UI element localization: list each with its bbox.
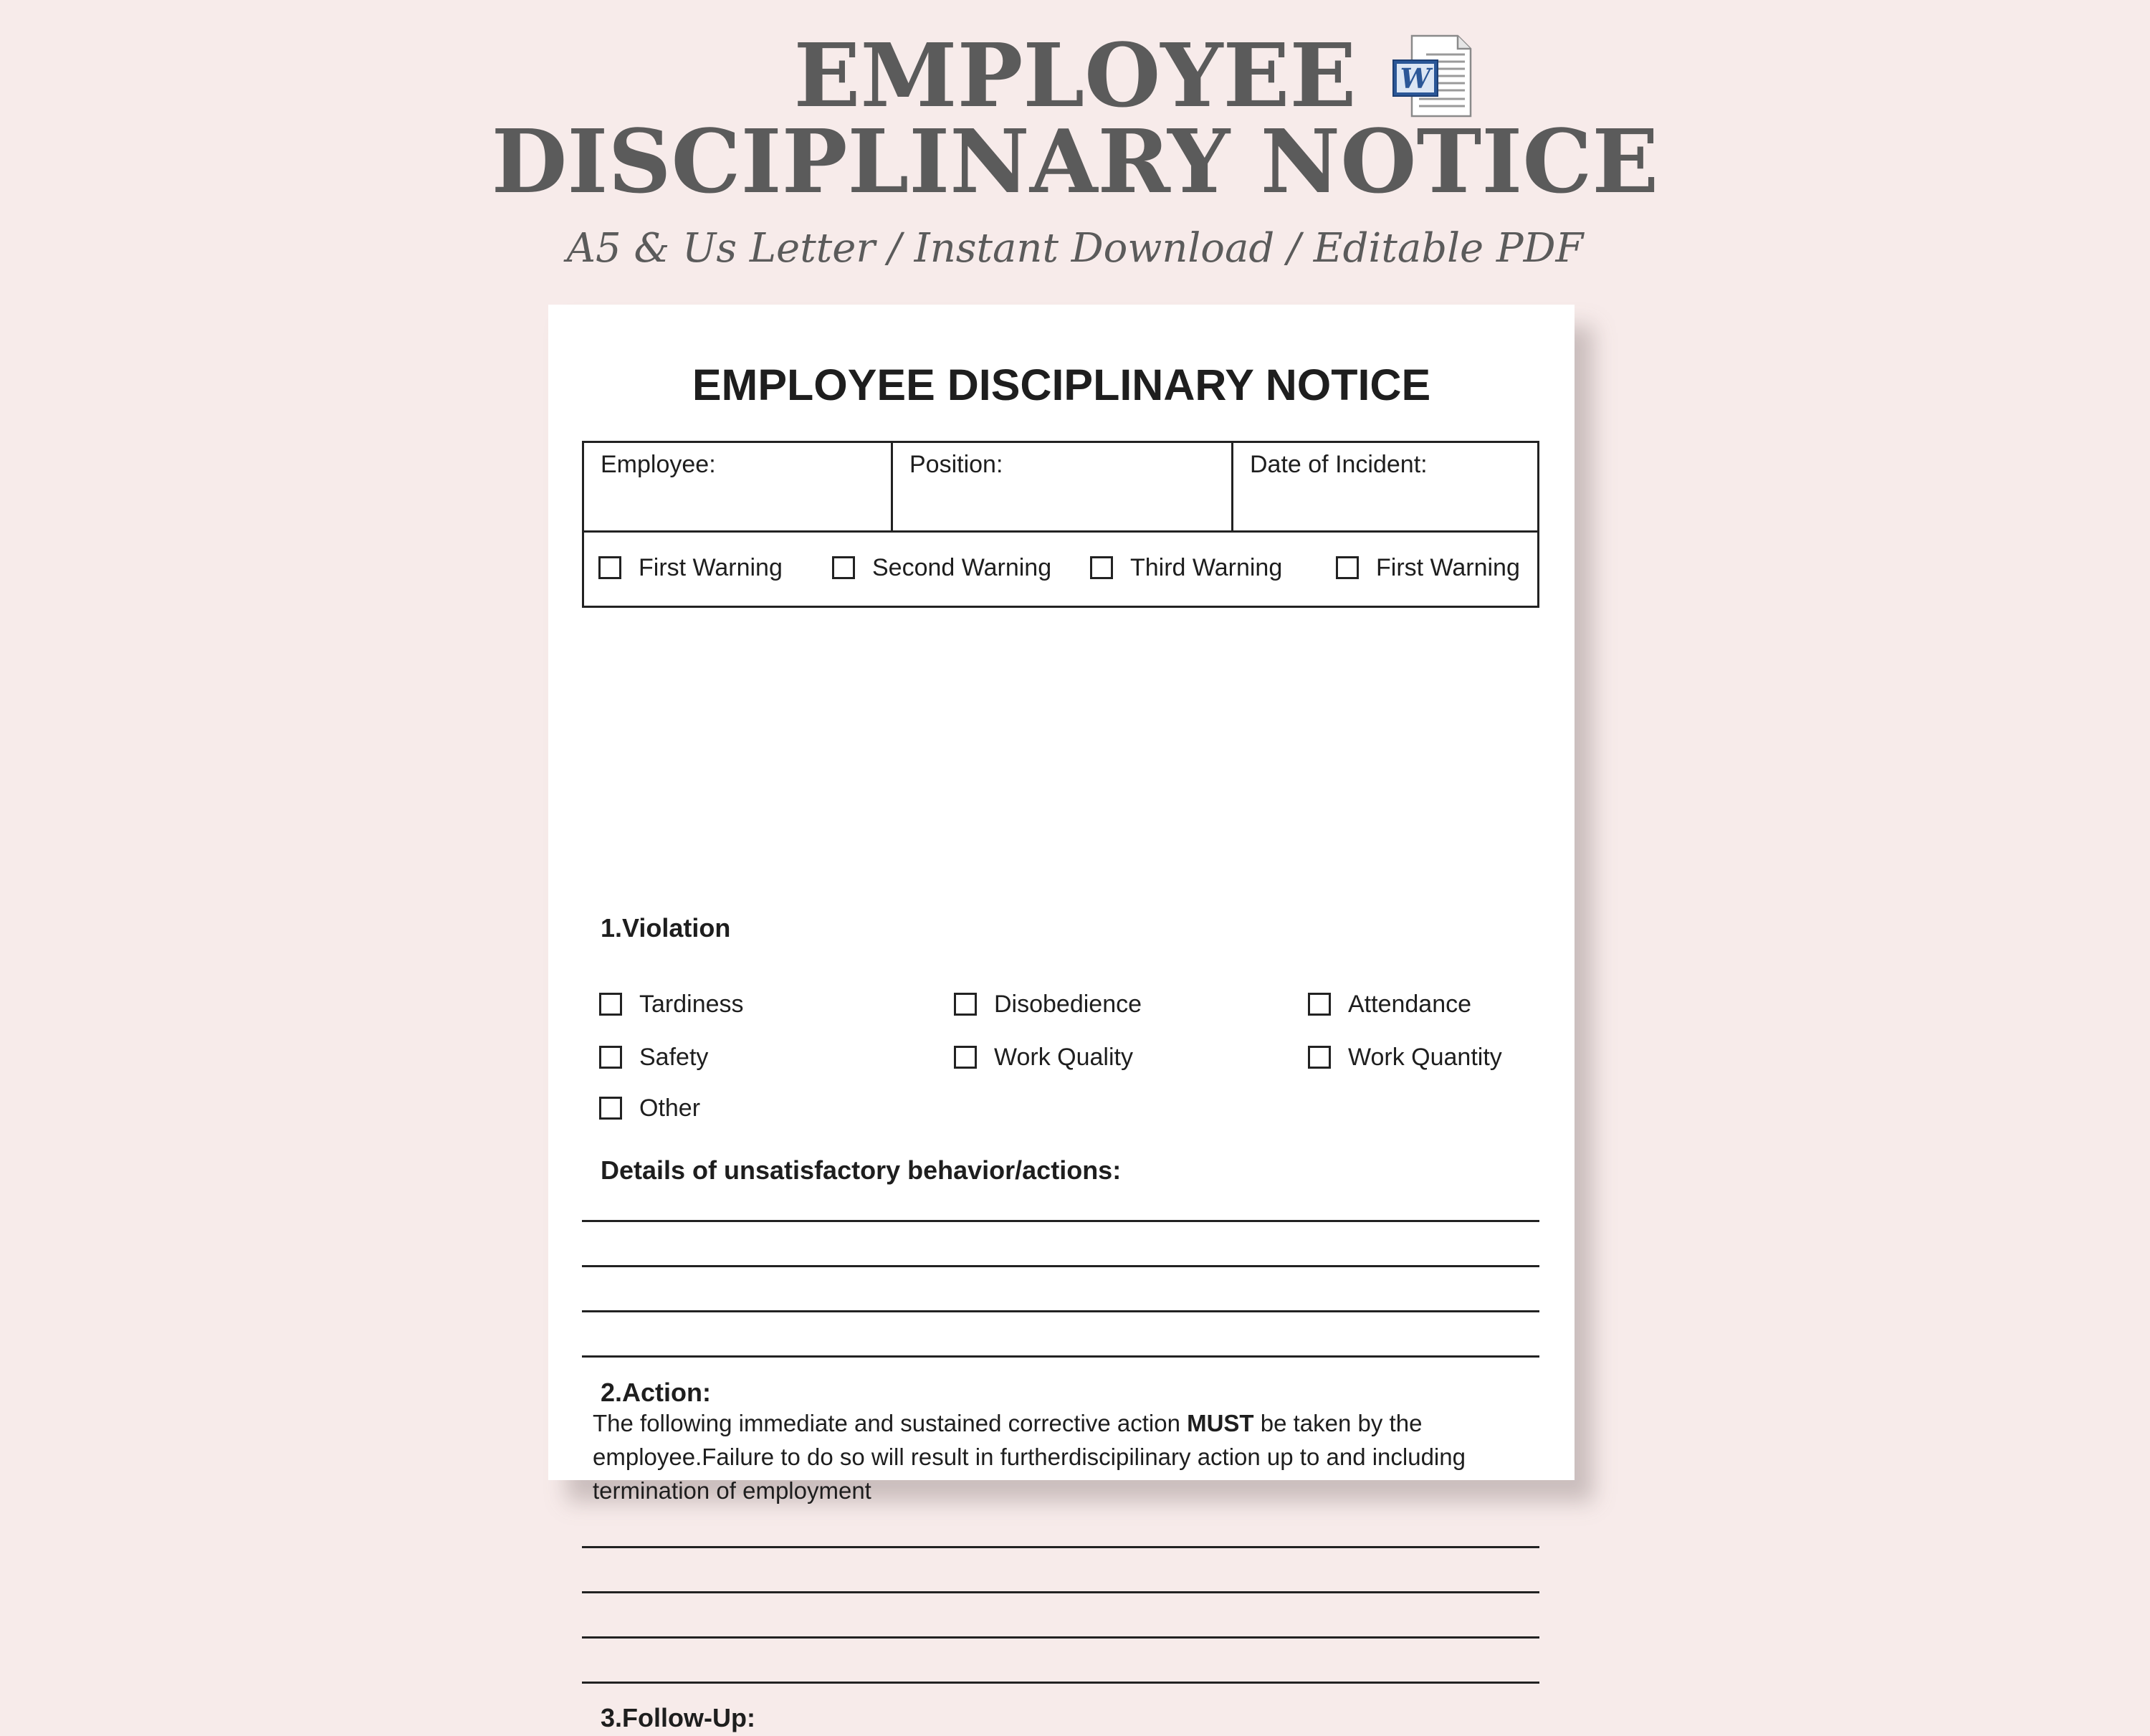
violation-label: Work Quality [994, 1044, 1133, 1071]
employee-field[interactable] [584, 443, 891, 530]
warning-label: First Warning [1376, 554, 1520, 581]
action-writing-line[interactable] [582, 1546, 1539, 1548]
violation-label: Disobedience [994, 991, 1142, 1018]
checkbox[interactable] [954, 993, 977, 1016]
action-writing-line[interactable] [582, 1682, 1539, 1684]
details-writing-line[interactable] [582, 1265, 1539, 1267]
warning-option-third[interactable] [1090, 553, 1282, 582]
banner-title-line-2: DISCIPLINARY NOTICE [491, 110, 1659, 213]
violation-option-work-quality[interactable] [954, 1043, 1133, 1072]
violation-option-tardiness[interactable] [599, 990, 744, 1019]
action-text-end: be taken by the employee.Failure to do so will result in furtherdiscipilinary action up to and including termination of employment [593, 1410, 1466, 1504]
violation-heading: 1.Violation [601, 913, 731, 943]
date-of-incident-field[interactable] [1231, 443, 1537, 530]
checkbox[interactable] [1336, 556, 1359, 579]
warning-option-second[interactable] [832, 553, 1051, 582]
details-writing-line[interactable] [582, 1310, 1539, 1312]
details-heading: Details of unsatisfactory behavior/actions: [601, 1155, 1122, 1185]
position-field[interactable] [891, 443, 1231, 530]
violation-option-disobedience[interactable] [954, 990, 1142, 1019]
checkbox[interactable] [599, 993, 622, 1016]
violation-label: Other [639, 1094, 701, 1122]
violation-label: Work Quantity [1348, 1044, 1502, 1071]
checkbox[interactable] [598, 556, 621, 579]
action-description [593, 1406, 1517, 1507]
warning-option-fourth[interactable] [1336, 553, 1520, 582]
violation-label: Attendance [1348, 991, 1472, 1018]
follow-up-heading: 3.Follow-Up: [601, 1703, 755, 1732]
word-document-icon [1390, 33, 1476, 119]
details-writing-line[interactable] [582, 1355, 1539, 1358]
checkbox[interactable] [599, 1046, 622, 1069]
violation-option-safety[interactable] [599, 1043, 708, 1072]
violation-option-attendance[interactable] [1308, 990, 1471, 1019]
checkbox[interactable] [1308, 1046, 1331, 1069]
banner-subtitle: A5 & Us Letter / Instant Download / Editable PDF [566, 225, 1584, 272]
warning-label: Third Warning [1130, 554, 1283, 581]
warning-level-row [584, 533, 1537, 606]
violation-label: Tardiness [639, 991, 744, 1018]
action-heading: 2.Action: [601, 1378, 712, 1407]
banner-title-word: EMPLOYEE [793, 24, 1357, 127]
form-title: EMPLOYEE DISCIPLINARY NOTICE [692, 361, 1431, 409]
word-icon-letter: W [1400, 62, 1431, 95]
details-writing-line[interactable] [582, 1220, 1539, 1222]
employee-label: Employee: [601, 451, 716, 478]
info-fields-row [584, 443, 1537, 533]
checkbox[interactable] [1090, 556, 1113, 579]
position-label: Position: [909, 451, 1003, 478]
violation-label: Safety [639, 1044, 709, 1071]
warning-option-first[interactable] [598, 553, 783, 582]
form-sheet [548, 305, 1575, 1732]
action-writing-line[interactable] [582, 1591, 1539, 1593]
checkbox[interactable] [954, 1046, 977, 1069]
warning-label: Second Warning [872, 554, 1052, 581]
warning-label: First Warning [639, 554, 783, 581]
checkbox[interactable] [599, 1097, 622, 1120]
action-writing-line[interactable] [582, 1636, 1539, 1639]
date-of-incident-label: Date of Incident: [1250, 451, 1428, 478]
violation-option-other[interactable] [599, 1094, 700, 1122]
action-text-start: The following immediate and sustained corrective action [593, 1410, 1188, 1436]
checkbox[interactable] [1308, 993, 1331, 1016]
violation-option-work-quantity[interactable] [1308, 1043, 1502, 1072]
action-text-emphasis: MUST [1187, 1410, 1254, 1436]
checkbox[interactable] [832, 556, 855, 579]
employee-info-table [582, 441, 1539, 608]
